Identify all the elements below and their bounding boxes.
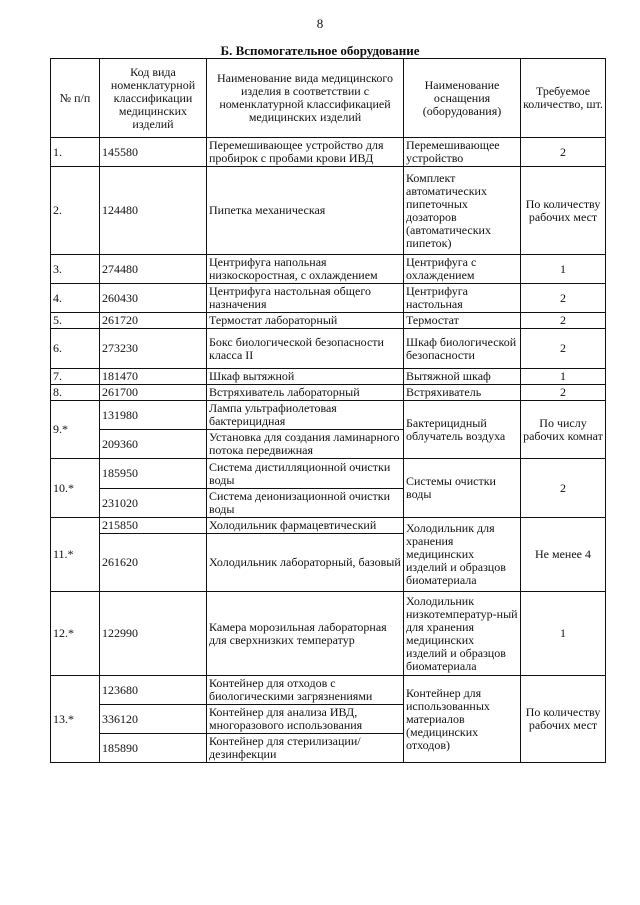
device-code: 131980 — [100, 401, 207, 430]
required-quantity: 2 — [521, 284, 606, 313]
device-name: Бокс биологической безопасности класса II — [207, 329, 404, 369]
required-quantity: По числу рабочих комнат — [521, 401, 606, 459]
row-number: 2. — [51, 167, 100, 255]
equipment-name: Системы очистки воды — [404, 459, 521, 518]
equipment-name: Термостат — [404, 313, 521, 329]
equipment-name: Холодильник низкотемператур-ный для хранения медицинских изделий и образцов биоматериала — [404, 592, 521, 676]
device-code: 185950 — [100, 459, 207, 489]
row-number: 5. — [51, 313, 100, 329]
device-code: 261720 — [100, 313, 207, 329]
row-number: 8. — [51, 385, 100, 401]
device-name: Перемешивающее устройство для пробирок с пробами крови ИВД — [207, 138, 404, 167]
device-code: 273230 — [100, 329, 207, 369]
device-code: 209360 — [100, 430, 207, 459]
device-name: Установка для создания ламинарного потока передвижная — [207, 430, 404, 459]
device-name: Шкаф вытяжной — [207, 369, 404, 385]
required-quantity: 2 — [521, 138, 606, 167]
device-name: Встряхиватель лабораторный — [207, 385, 404, 401]
device-code: 231020 — [100, 489, 207, 518]
equipment-name: Шкаф биологической безопасности — [404, 329, 521, 369]
header-equipment: Наименование оснащения (оборудования) — [404, 59, 521, 138]
table-row — [51, 284, 606, 313]
equipment-name: Встряхиватель — [404, 385, 521, 401]
section-title: Б. Вспомогательное оборудование — [220, 43, 420, 58]
device-code: 124480 — [100, 167, 207, 255]
required-quantity: 1 — [521, 369, 606, 385]
header-code: Код вида номенклатурной классификации медицинских изделий — [100, 59, 207, 138]
table-row — [51, 138, 606, 167]
device-code: 260430 — [100, 284, 207, 313]
device-name: Лампа ультрафиолетовая бактерицидная — [207, 401, 404, 430]
required-quantity: 1 — [521, 255, 606, 284]
device-name: Камера морозильная лабораторная для сверхнизких температур — [207, 592, 404, 676]
page-number: 8 — [316, 16, 324, 31]
device-name: Пипетка механическая — [207, 167, 404, 255]
row-number: 3. — [51, 255, 100, 284]
required-quantity: 1 — [521, 592, 606, 676]
device-name: Система деионизационной очистки воды — [207, 489, 404, 518]
device-code: 215850 — [100, 518, 207, 534]
equipment-name: Центрифуга с охлаждением — [404, 255, 521, 284]
device-code: 123680 — [100, 676, 207, 705]
equipment-name: Вытяжной шкаф — [404, 369, 521, 385]
device-code: 336120 — [100, 705, 207, 734]
required-quantity: Не менее 4 — [521, 518, 606, 592]
equipment-name: Перемешивающее устройство — [404, 138, 521, 167]
table-row — [51, 313, 606, 329]
equipment-name: Бактерицидный облучатель воздуха — [404, 401, 521, 459]
table-row — [51, 329, 606, 369]
table-header-row — [51, 59, 606, 138]
required-quantity: По количеству рабочих мест — [521, 167, 606, 255]
required-quantity: 2 — [521, 385, 606, 401]
row-number: 9.* — [51, 401, 100, 459]
table-row — [51, 385, 606, 401]
row-number: 11.* — [51, 518, 100, 592]
row-number: 12.* — [51, 592, 100, 676]
device-code: 261700 — [100, 385, 207, 401]
device-name: Центрифуга настольная общего назначения — [207, 284, 404, 313]
device-name: Холодильник лабораторный, базовый — [207, 534, 404, 592]
row-number: 10.* — [51, 459, 100, 518]
row-number: 13.* — [51, 676, 100, 763]
equipment-name: Холодильник для хранения медицинских изделий и образцов биоматериала — [404, 518, 521, 592]
table-row — [51, 255, 606, 284]
equipment-name: Центрифуга настольная — [404, 284, 521, 313]
table-row — [51, 401, 606, 430]
row-number: 4. — [51, 284, 100, 313]
device-code: 274480 — [100, 255, 207, 284]
device-code: 145580 — [100, 138, 207, 167]
device-code: 122990 — [100, 592, 207, 676]
device-name: Холодильник фармацевтический — [207, 518, 404, 534]
device-name: Контейнер для отходов с биологическими загрязнениями — [207, 676, 404, 705]
table-row — [51, 592, 606, 676]
device-code: 185890 — [100, 734, 207, 763]
device-code: 261620 — [100, 534, 207, 592]
device-name: Центрифуга напольная низкоскоростная, с охлаждением — [207, 255, 404, 284]
required-quantity: По количеству рабочих мест — [521, 676, 606, 763]
table-row — [51, 167, 606, 255]
row-number: 6. — [51, 329, 100, 369]
header-device: Наименование вида медицинского изделия в соответствии с номенклатурной классификацией медицинских изделий — [207, 59, 404, 138]
header-num: № п/п — [51, 59, 100, 138]
device-name: Термостат лабораторный — [207, 313, 404, 329]
required-quantity: 2 — [521, 329, 606, 369]
device-name: Контейнер для стерилизации/дезинфекции — [207, 734, 404, 763]
equipment-table — [50, 58, 606, 763]
device-name: Система дистилляционной очистки воды — [207, 459, 404, 489]
required-quantity: 2 — [521, 313, 606, 329]
device-name: Контейнер для анализа ИВД, многоразового использования — [207, 705, 404, 734]
required-quantity: 2 — [521, 459, 606, 518]
row-number: 7. — [51, 369, 100, 385]
table-row — [51, 369, 606, 385]
device-code: 181470 — [100, 369, 207, 385]
table-row — [51, 676, 606, 705]
table-row — [51, 518, 606, 534]
row-number: 1. — [51, 138, 100, 167]
table-row — [51, 459, 606, 489]
equipment-name: Контейнер для использованных материалов (медицинских отходов) — [404, 676, 521, 763]
equipment-name: Комплект автоматических пипеточных дозаторов (автоматических пипеток) — [404, 167, 521, 255]
header-quantity: Требуемое количество, шт. — [521, 59, 606, 138]
